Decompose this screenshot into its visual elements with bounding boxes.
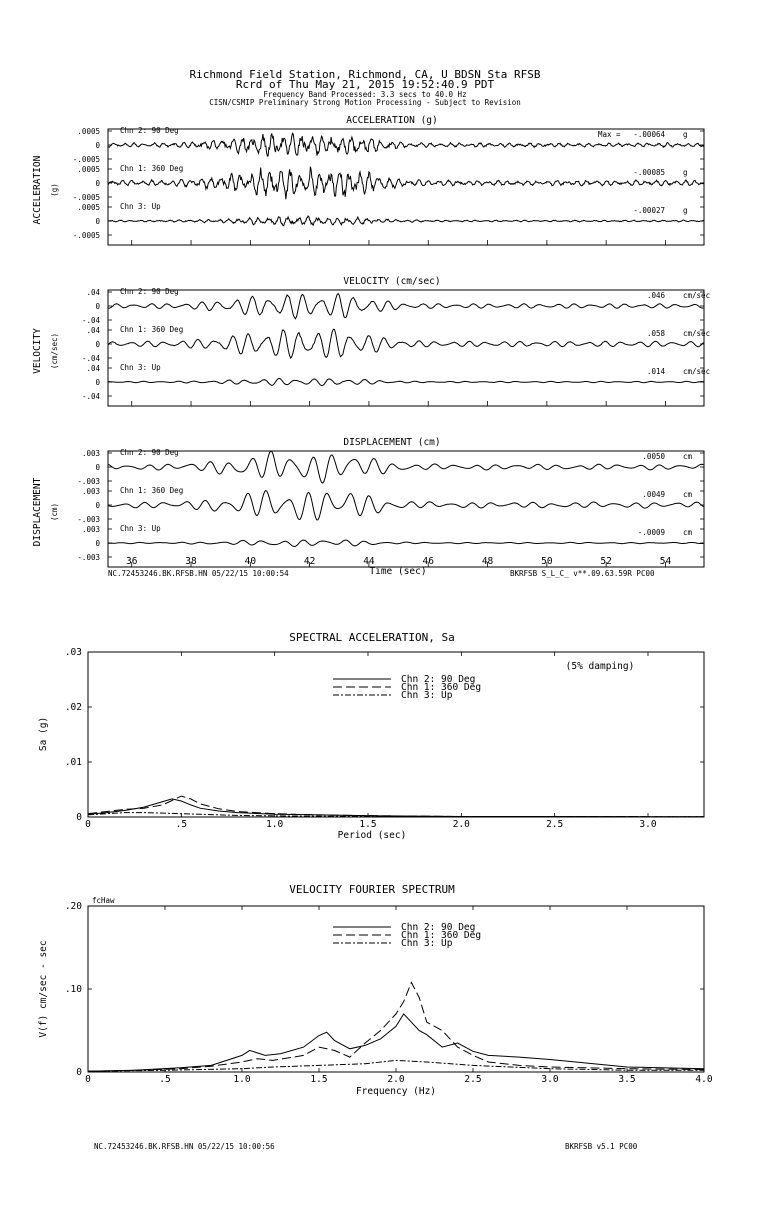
xtick-label: 1.5	[359, 819, 377, 830]
acc-channel-label: Chn 2: 90 Deg	[120, 126, 179, 135]
acc-title: ACCELERATION (g)	[346, 115, 438, 126]
vel-channel-max: .058	[646, 329, 665, 338]
spectral-xlabel: Period (sec)	[337, 830, 407, 841]
fourier-curves	[88, 982, 704, 1071]
ytick-label: .20	[64, 901, 82, 912]
disp-ytick-top: .003	[81, 449, 100, 458]
vel-ytick-top: .04	[86, 288, 100, 297]
time-tick-label: 40	[244, 556, 257, 567]
xtick-label: 3.0	[541, 1074, 559, 1085]
spectral-damping: (5% damping)	[565, 661, 635, 672]
header-frequency-band: Frequency Band Processed: 3.3 secs to 40.0 Hz	[263, 90, 467, 99]
fourier-title: VELOCITY FOURIER SPECTRUM	[289, 883, 455, 896]
vel-channel-label: Chn 1: 360 Deg	[120, 325, 184, 334]
time-tick-label: 54	[659, 556, 672, 567]
vel-ytick-bottom: -.04	[81, 354, 100, 363]
disp-ytick-zero: 0	[95, 539, 100, 548]
acc-ytick-top: .0005	[77, 203, 100, 212]
vel-trace	[108, 378, 703, 385]
acc-trace	[108, 167, 704, 200]
time-tick-label: 42	[303, 556, 316, 567]
acc-ytick-zero: 0	[95, 217, 100, 226]
xtick-label: 2.0	[452, 819, 470, 830]
disp-channel-max: .0050	[642, 452, 665, 461]
legend-label: Chn 1: 360 Deg	[401, 930, 482, 941]
disp-trace	[108, 540, 703, 546]
panel-acc	[32, 115, 704, 245]
acc-ytick-zero: 0	[95, 141, 100, 150]
panel-disp	[32, 437, 704, 567]
legend-label: Chn 2: 90 Deg	[401, 674, 476, 685]
time-series-footer-right: BKRFSB S_L_C_ v**.09.63.59R PC00	[510, 569, 655, 578]
spectral-ylabel: Sa (g)	[38, 716, 49, 752]
series-1	[88, 1014, 704, 1071]
disp-ytick-zero: 0	[95, 501, 100, 510]
vel-ytick-top: .04	[86, 364, 100, 373]
header-record: Rcrd of Thu May 21, 2015 19:52:40.9 PDT	[235, 78, 495, 91]
vel-trace	[108, 329, 703, 358]
disp-channel-label: Chn 3: Up	[120, 524, 161, 533]
vel-title: VELOCITY (cm/sec)	[343, 276, 441, 287]
time-tick-label: 52	[600, 556, 612, 567]
ytick-label: .03	[64, 647, 82, 658]
ytick-label: 0	[76, 1067, 82, 1078]
time-series-footer-left: NC.72453246.BK.RFSB.HN 05/22/15 10:00:54	[108, 569, 289, 578]
time-tick-label: 48	[481, 556, 494, 567]
page-footer-right: BKRFSB v5.1 PC00	[565, 1142, 638, 1151]
xtick-label: 0	[85, 819, 91, 830]
disp-ytick-bottom: -.003	[77, 553, 100, 562]
xtick-label: 2.0	[387, 1074, 405, 1085]
disp-trace	[108, 451, 703, 483]
time-tick-label: 44	[363, 556, 375, 567]
xtick-label: 3.0	[639, 819, 657, 830]
max-label: Max =	[598, 130, 621, 139]
acc-channel-label: Chn 3: Up	[120, 202, 161, 211]
xtick-label: 3.5	[618, 1074, 636, 1085]
vel-ytick-zero: 0	[95, 302, 100, 311]
acc-ytick-bottom: -.0005	[72, 193, 100, 202]
spectral-frame	[88, 652, 704, 817]
panel-vel	[32, 276, 710, 406]
xtick-label: 2.5	[464, 1074, 482, 1085]
acc-side-label: ACCELERATION	[32, 155, 43, 225]
legend-label: Chn 3: Up	[401, 690, 453, 701]
vel-ytick-top: .04	[86, 326, 100, 335]
vel-channel-unit: cm/sec	[683, 367, 711, 376]
vel-trace	[108, 294, 703, 319]
acc-channel-unit: g	[683, 130, 688, 139]
vel-channel-max: .046	[646, 291, 665, 300]
vel-ytick-bottom: -.04	[81, 392, 100, 401]
xtick-label: 1.0	[266, 819, 284, 830]
xtick-label: 2.5	[546, 819, 564, 830]
acc-channel-unit: g	[683, 168, 688, 177]
acc-channel-max: -.00027	[633, 206, 665, 215]
fourier-corner-label: fcHaw	[92, 896, 115, 905]
acc-unit-label: (g)	[50, 183, 59, 197]
acc-trace	[108, 216, 704, 226]
time-tick-label: 50	[541, 556, 553, 567]
ytick-label: 0	[76, 812, 82, 823]
disp-side-label: DISPLACEMENT	[32, 477, 43, 547]
header-station: Richmond Field Station, Richmond, CA, U BDSN Sta RFSB	[189, 68, 541, 81]
time-tick-label: 36	[125, 556, 138, 567]
disp-channel-unit: cm	[683, 452, 693, 461]
spectral-curves	[88, 796, 704, 817]
vel-ytick-zero: 0	[95, 378, 100, 387]
vel-channel-max: .014	[646, 367, 665, 376]
xtick-label: 1.5	[310, 1074, 328, 1085]
acc-ytick-top: .0005	[77, 165, 100, 174]
xtick-label: .5	[159, 1074, 171, 1085]
disp-title: DISPLACEMENT (cm)	[343, 437, 441, 448]
spectral-legend	[333, 674, 481, 701]
legend-label: Chn 3: Up	[401, 938, 453, 949]
acc-ytick-zero: 0	[95, 179, 100, 188]
time-axis-label: Time (sec)	[369, 566, 427, 577]
xtick-label: .5	[175, 819, 188, 830]
legend-label: Chn 1: 360 Deg	[401, 682, 482, 693]
vel-channel-unit: cm/sec	[683, 329, 711, 338]
acc-ytick-bottom: -.0005	[72, 231, 100, 240]
vel-channel-unit: cm/sec	[683, 291, 711, 300]
ytick-label: .01	[64, 757, 82, 768]
vel-side-label: VELOCITY	[32, 328, 43, 374]
disp-channel-max: .0049	[642, 490, 665, 499]
acc-ytick-bottom: -.0005	[72, 155, 100, 164]
disp-ytick-bottom: -.003	[77, 515, 100, 524]
page-footer-left: NC.72453246.BK.RFSB.HN 05/22/15 10:00:56	[94, 1142, 275, 1151]
time-tick-label: 46	[422, 556, 434, 567]
disp-trace	[108, 491, 703, 520]
vel-unit-label: (cm/sec)	[50, 332, 59, 370]
acc-channel-label: Chn 1: 360 Deg	[120, 164, 184, 173]
disp-ytick-zero: 0	[95, 463, 100, 472]
acc-ytick-top: .0005	[77, 127, 100, 136]
disp-channel-label: Chn 1: 360 Deg	[120, 486, 184, 495]
xtick-label: 0	[85, 1074, 91, 1085]
fourier-ticks	[65, 901, 713, 1085]
acc-channel-max: -.00064	[633, 130, 665, 139]
disp-channel-unit: cm	[683, 490, 693, 499]
vel-ytick-zero: 0	[95, 340, 100, 349]
fourier-frame	[88, 906, 704, 1072]
vel-channel-label: Chn 2: 90 Deg	[120, 287, 179, 296]
header-disclaimer: CISN/CSMIP Preliminary Strong Motion Processing - Subject to Revision	[209, 98, 521, 107]
disp-unit-label: (cm)	[50, 502, 59, 522]
xtick-label: 4.0	[695, 1074, 713, 1085]
disp-ytick-bottom: -.003	[77, 477, 100, 486]
spectral-title: SPECTRAL ACCELERATION, Sa	[289, 631, 455, 644]
time-tick-label: 38	[185, 556, 197, 567]
vel-ytick-bottom: -.04	[81, 316, 100, 325]
legend-label: Chn 2: 90 Deg	[401, 922, 476, 933]
disp-channel-label: Chn 2: 90 Deg	[120, 448, 179, 457]
ytick-label: .02	[64, 702, 82, 713]
acc-channel-unit: g	[683, 206, 688, 215]
fourier-legend	[333, 922, 481, 949]
acc-channel-max: -.00085	[633, 168, 665, 177]
xtick-label: 1.0	[233, 1074, 251, 1085]
fourier-xlabel: Frequency (Hz)	[355, 1086, 437, 1097]
vel-channel-label: Chn 3: Up	[120, 363, 161, 372]
fourier-ylabel: V(f) cm/sec - sec	[38, 940, 49, 1038]
time-series-panels	[32, 115, 710, 567]
disp-ytick-top: .003	[81, 487, 100, 496]
disp-channel-max: -.0009	[637, 528, 665, 537]
ytick-label: .10	[64, 984, 82, 995]
disp-channel-unit: cm	[683, 528, 693, 537]
disp-ytick-top: .003	[81, 525, 100, 534]
